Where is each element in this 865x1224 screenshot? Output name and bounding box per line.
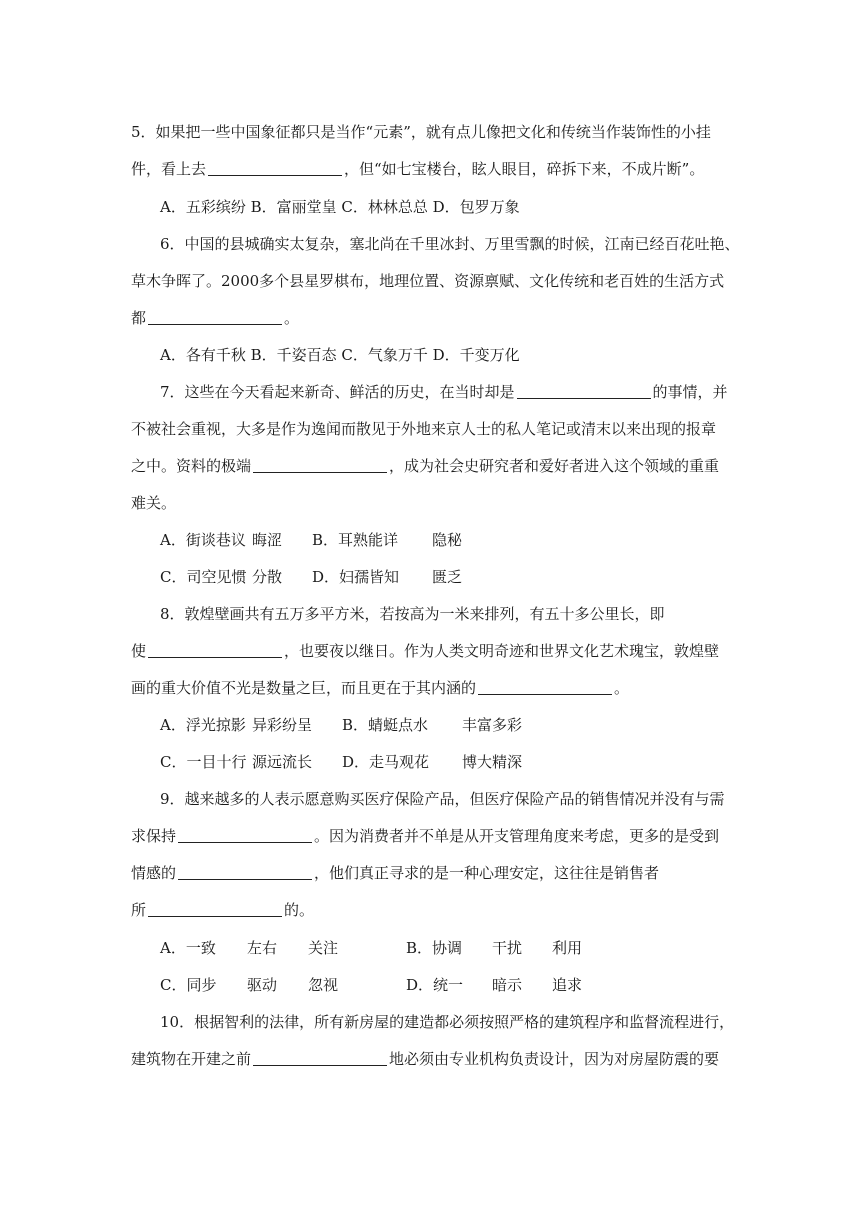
q8-line-2: [131, 641, 719, 661]
q7-line-4: 难关。: [131, 494, 177, 512]
q7-options-row-2: [160, 567, 462, 587]
q9-blank-3: [148, 902, 282, 917]
q8-text-b: ，也要夜以继日。作为人类文明奇迹和世界文化艺术瑰宝，敦煌壁: [284, 642, 720, 660]
q7-opt-c: C．司空见惯: [160, 568, 247, 586]
q7-line-3: [131, 456, 719, 476]
q5-text-b: ，但“如七宝楼台，眩人眼目，碎拆下来，不成片断”。: [344, 160, 705, 178]
q10-text-a: 建筑物在开建之前: [131, 1050, 252, 1068]
q9-opt-11: 暗示: [492, 976, 523, 994]
q6-blank: [148, 310, 282, 325]
q9-options-row-2: [160, 975, 582, 995]
q8-options-row-1: [160, 715, 522, 735]
q7-opt-d2: 匮乏: [432, 568, 463, 586]
q8-text-a: 使: [131, 642, 147, 660]
q7-opt-d: D．妇孺皆知: [312, 568, 400, 586]
q7-opt-a: A．街谈巷议: [160, 531, 246, 549]
q7-opt-b: B．耳熟能详: [312, 531, 399, 549]
q7-options-row-1: [160, 530, 462, 550]
q7-opt-c2: 分散: [252, 568, 283, 586]
q7-text-a: 7．这些在今天看起来新奇、鲜活的历史，在当时却是: [160, 383, 515, 401]
q10-text-b: 地必须由专业机构负责设计，因为对房屋防震的要: [389, 1050, 720, 1068]
q7-line-2: 不被社会重视，大多是作为逸闻而散见于外地来京人士的私人笔记或清末以来出现的报章: [131, 420, 717, 438]
q9-opt-7: C．同步: [160, 976, 217, 994]
q8-opt-a: A．浮光掠影: [160, 716, 246, 734]
q9-opt-12: 追求: [552, 976, 583, 994]
q6-line-2: 草木争晖了。2000多个县星罗棋布，地理位置、资源禀赋、文化传统和老百姓的生活方式: [131, 272, 725, 290]
q9-opt-2: 左右: [247, 939, 278, 957]
q8-blank-1: [148, 643, 282, 658]
q7-opt-a2: 晦涩: [252, 531, 283, 549]
q9-opt-5: 干扰: [492, 939, 523, 957]
q7-blank-2: [253, 458, 387, 473]
q8-options-row-2: [160, 752, 522, 772]
q9-opt-6: 利用: [552, 939, 583, 957]
q10-blank: [253, 1051, 387, 1066]
q9-line-4: [131, 900, 314, 920]
q10-line-1: 10．根据智利的法律，所有新房屋的建造都必须按照严格的建筑程序和监督流程进行，: [160, 1013, 735, 1031]
q5-options: A．五彩缤纷 B．富丽堂皇 C．林林总总 D．包罗万象: [160, 198, 520, 216]
q9-text-c: 情感的: [131, 864, 177, 882]
q9-text-e: 所: [131, 901, 147, 919]
q9-text-a: 求保持: [131, 827, 177, 845]
q8-text-c: 画的重大价值不光是数量之巨，而且更在于其内涵的: [131, 679, 477, 697]
q9-line-1: 9．越来越多的人表示愿意购买医疗保险产品，但医疗保险产品的销售情况并没有与需: [160, 790, 725, 808]
q7-blank-1: [517, 384, 651, 399]
q5-blank: [208, 161, 342, 176]
q7-text-b: 的事情，并: [652, 383, 728, 401]
q9-blank-1: [178, 828, 312, 843]
q8-opt-d: D．走马观花: [342, 753, 430, 771]
q8-text-d: 。: [614, 679, 630, 697]
q7-line-1: [160, 382, 728, 402]
q8-opt-b: B．蜻蜓点水: [342, 716, 429, 734]
q9-opt-4: B．协调: [406, 939, 463, 957]
q9-text-f: 的。: [284, 901, 315, 919]
q5-line-1: 5．如果把一些中国象征都只是当作“元素”，就有点儿像把文化和传统当作装饰性的小挂: [131, 123, 711, 141]
q8-opt-d2: 博大精深: [462, 753, 523, 771]
q8-line-3: [131, 678, 629, 698]
q9-text-b: 。因为消费者并不单是从开支管理角度来考虑，更多的是受到: [314, 827, 720, 845]
q9-opt-3: 关注: [308, 939, 339, 957]
q9-options-row-1: [160, 938, 582, 958]
q9-opt-1: A．一致: [160, 939, 216, 957]
q9-line-2: [131, 826, 719, 846]
q7-opt-b2: 隐秘: [432, 531, 463, 549]
q6-line-3: [131, 308, 299, 328]
q9-opt-8: 驱动: [247, 976, 278, 994]
q6-text-a: 都: [131, 309, 147, 327]
q9-opt-9: 忽视: [308, 976, 339, 994]
q8-opt-c: C．一目十行: [160, 753, 247, 771]
q8-blank-2: [478, 680, 612, 695]
q10-line-2: [131, 1049, 719, 1069]
q5-line-2: [131, 159, 704, 179]
q8-line-1: 8．敦煌壁画共有五万多平方米，若按高为一米来排列，有五十多公里长，即: [160, 605, 665, 623]
q7-text-c: 之中。资料的极端: [131, 457, 252, 475]
q9-opt-10: D．统一: [406, 976, 464, 994]
q6-line-1: 6．中国的县城确实太复杂，塞北尚在千里冰封、万里雪飘的时候，江南已经百花吐艳、: [160, 235, 740, 253]
q6-options: A．各有千秋 B．千姿百态 C．气象万千 D．千变万化: [160, 346, 520, 364]
q6-text-b: 。: [284, 309, 300, 327]
q9-text-d: ，他们真正寻求的是一种心理安定，这往往是销售者: [314, 864, 660, 882]
q9-blank-2: [178, 865, 312, 880]
q8-opt-a2: 异彩纷呈: [252, 716, 313, 734]
q5-text-a: 件，看上去: [131, 160, 207, 178]
q9-line-3: [131, 863, 659, 883]
q8-opt-c2: 源远流长: [252, 753, 313, 771]
q8-opt-b2: 丰富多彩: [462, 716, 523, 734]
q7-text-d: ，成为社会史研究者和爱好者进入这个领域的重重: [389, 457, 720, 475]
